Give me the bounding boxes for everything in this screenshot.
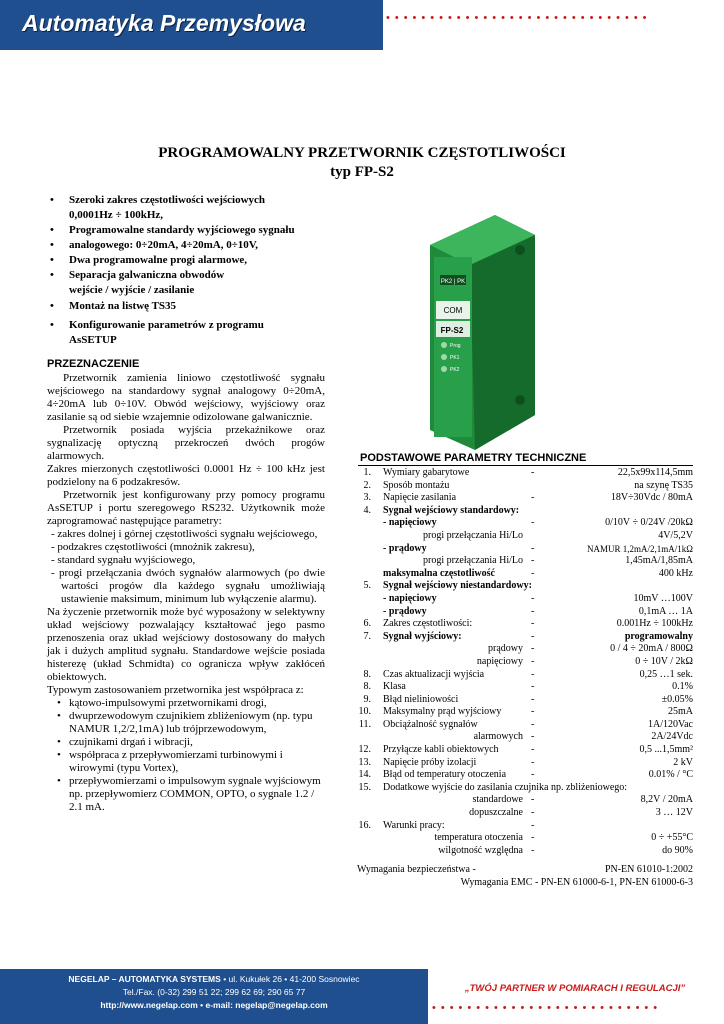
device-illustration [400,205,540,455]
spec-separator: - [531,807,535,819]
spec-separator: - [531,706,535,718]
spec-value: 0 ÷ 10V / 2kΩ [635,655,693,667]
spec-row [357,669,693,682]
spec-label: Błąd od temperatury otoczenia [383,769,507,781]
spec-separator: - [531,605,535,617]
spec-label: Dodatkowe wyjście do zasilania czujnika np. zbliżeniowego: [383,781,628,793]
spec-value: 22,5x99x114,5mm [617,467,693,478]
spec-label: alarmowych [473,731,523,743]
spec-number: 5. [363,580,371,592]
spec-row [357,694,693,707]
product-title: PROGRAMOWALNY PRZETWORNIK CZĘSTOTLIWOŚCI [158,145,566,161]
spec-row [357,706,693,719]
spec-label: - napięciowy [383,517,437,529]
spec-value: na szynę TS35 [634,479,693,491]
specs-table [357,467,693,857]
spec-value: 18V÷30Vdc / 80mA [610,492,693,504]
spec-separator: - [531,718,535,730]
list-item: • dwuprzewodowym czujnikiem zbliżeniowym (np. typu NAMUR 1,2/2,1mA) lub trójprzewodowym, [47,710,325,736]
spec-label: Czas aktualizacji wyjścia [383,668,485,680]
spec-label: Sygnał wyjściowy: [383,630,462,642]
spec-label: temperatura otoczenia [434,832,523,844]
spec-row [357,480,693,493]
device-led-label: PK2 [450,367,460,373]
spec-separator: - [531,467,535,478]
spec-separator: - [531,567,535,579]
spec-number: 2. [363,479,371,491]
spec-number: 14. [358,769,371,781]
device-led-label: PK1 [450,355,460,361]
spec-value: 4V/5,2V [658,529,693,541]
spec-separator: - [531,819,535,831]
spec-row [357,580,693,593]
spec-row [357,731,693,744]
footer-slogan: „TWÓJ PARTNER W POMIARACH I REGULACJI” [464,983,686,994]
spec-row [357,643,693,656]
spec-row [357,618,693,631]
spec-number: 8. [363,668,371,680]
spec-separator: - [531,744,535,756]
footer-web[interactable]: http://www.negelap.com • e-mail: negelap@negelap.com [100,1000,328,1010]
spec-label: Obciążalność sygnałów [383,718,478,730]
spec-value: do 90% [662,844,693,856]
spec-number: 15. [358,781,371,793]
footer-banner [0,969,428,1024]
spec-row [357,782,693,795]
spec-value: 0 / 4 ÷ 20mA / 800Ω [610,643,693,655]
header-dots: •••••••••••••••••••••••••••••• [386,12,652,24]
spec-row [357,757,693,770]
feature-item: • Montaż na listwę TS35 [50,299,350,314]
feature-item: • Dwa programowalne progi alarmowe, [50,253,350,268]
product-subtitle: typ FP-S2 [330,164,394,180]
paragraph: Zakres mierzonych częstotliwości 0.0001 Hz ÷ 100 kHz jest podzielony na 6 podzakresów. [47,463,325,488]
spec-number: 10. [358,706,371,718]
spec-row [357,606,693,619]
footer-dots: •••••••••••••••••••••••••• [432,1002,663,1014]
list-item: - progi przełączania dwóch sygnałów alarmowych (po dwie wartości progów dla każdego sygnału umożliwiają ustawienie maksimum, minimum lub wyłączenie alarmu). [51,567,325,605]
spec-label: maksymalna częstotliwość [383,567,495,579]
purpose-heading: PRZEZNACZENIE [47,358,140,370]
spec-row [357,467,693,480]
spec-value: 0.01% / °C [648,769,693,781]
feature-item: • Konfigurowanie parametrów z programu AsSETUP [50,318,350,348]
spec-number: 12. [358,744,371,756]
spec-number: 4. [363,504,371,516]
feature-item: • Separacja galwaniczna obwodów wejście / wyjście / zasilanie [50,268,350,298]
spec-label: Zakres częstotliwości: [383,618,473,630]
spec-separator: - [531,832,535,844]
spec-value: 400 kHz [658,567,693,579]
spec-value: 2 kV [673,756,693,768]
spec-value: 0,1mA … 1A [638,605,693,617]
spec-row [357,656,693,669]
spec-number: 7. [363,630,371,642]
spec-label: - prądowy [383,542,427,554]
spec-value: 0/10V ÷ 0/24V /20kΩ [605,517,693,529]
spec-separator: - [531,555,535,567]
feature-item: • Programowalne standardy wyjściowego sygnału [50,223,350,238]
spec-value: 1A/120Vac [648,718,693,730]
spec-value: 0.001Hz ÷ 100kHz [616,618,693,630]
spec-label: progi przełączania Hi/Lo [423,529,523,541]
spec-label: progi przełączania Hi/Lo [423,555,523,567]
spec-value: 0 ÷ +55°C [651,832,693,844]
spec-value: programowalny [624,630,693,642]
feature-list [50,193,350,348]
list-item: - zakres dolnej i górnej częstotliwości sygnału wejściowego, [51,528,318,540]
spec-separator: - [531,655,535,667]
spec-row [357,845,693,858]
spec-value: 2A/24Vdc [651,731,693,743]
spec-number: 6. [363,618,371,630]
spec-value: 1,45mA/1,85mA [625,555,693,567]
spec-value: 0,25 …1 sek. [639,668,693,680]
spec-label: Błąd nieliniowości [383,693,459,705]
footer-phone: Tel./Fax. (0-32) 299 51 22; 299 62 69; 290 65 77 [122,987,306,997]
spec-row [357,530,693,543]
spec-separator: - [531,731,535,743]
footer-address: • ul. Kukułek 26 • 41-200 Sosnowiec [223,974,360,984]
spec-label: Napięcie zasilania [383,492,457,504]
spec-label: Sygnał wejściowy niestandardowy: [383,580,532,592]
spec-number: 3. [363,492,371,504]
spec-row [357,794,693,807]
spec-value: NAMUR 1,2mA/2,1mA/1kΩ [587,543,693,554]
device-com-label: COM [443,306,463,315]
spec-separator: - [531,668,535,680]
list-item: - podzakres częstotliwości (mnożnik zakresu), [51,541,255,553]
spec-separator: - [531,517,535,529]
paragraph: Typowym zastosowaniem przetwornika jest współpraca z: [47,684,304,696]
device-model-label: FP-S2 [440,326,464,335]
list-item: - standard sygnału wyjściowego, [51,554,196,566]
spec-row [357,820,693,833]
paragraph: Przetwornik jest konfigurowany przy pomocy programu AsSETUP i portu szeregowego RS232. Użytkownik może zaprogramować następujące parametry: [47,489,325,527]
paragraph: Na życzenie przetwornik może być wyposażony w selektywny układ wejściowy pozwalający kształtować jego pasmo przenoszenia oraz układ wejściowy dostosowany do małych jak i dużych amplitud sygnału. Standardowe wejście posiada histerezę (układ Schmidta) co ogranicza wpływ zakłóceń obiektowych. [47,606,325,683]
paragraph: Przetwornik zamienia liniowo częstotliwość sygnału wejściowego na standardowy sygnał analogowy 0÷20mA, 4÷20mA lub 0÷10V. Obwód wejściowy, wyjściowy oraz zasilanie są od siebie wzajemnie odizolowane galwanicznie. [47,372,325,423]
spec-separator: - [531,630,535,642]
list-item: • czujnikami drgań i wibracji, [47,736,325,749]
footer-company: NEGELAP – AUTOMATYKA SYSTEMS [68,974,221,984]
spec-number: 9. [363,693,371,705]
spec-label: Sposób montażu [383,479,450,491]
spec-label: wilgotność względna [438,844,523,856]
spec-separator: - [531,618,535,630]
spec-row [357,744,693,757]
spec-value: 0,5 ...1,5mm² [639,744,693,756]
spec-number: 16. [358,819,371,831]
spec-label: Przyłącze kabli obiektowych [383,744,499,756]
spec-separator: - [531,794,535,806]
spec-label: Sygnał wejściowy standardowy: [383,504,520,516]
spec-label: Napięcie próby izolacji [383,756,477,768]
spec-row [357,719,693,732]
feature-item: • analogowego: 0÷20mA, 4÷20mA, 0÷10V, [50,238,350,253]
spec-label: Maksymalny prąd wyjściowy [383,706,502,718]
spec-number: 13. [358,756,371,768]
specs-rule [358,465,693,466]
spec-row [357,681,693,694]
spec-value: 3 … 12V [655,807,693,819]
spec-value: 0.1% [672,681,693,693]
spec-separator: - [531,693,535,705]
spec-label: dopuszczalne [469,807,523,819]
spec-row [357,505,693,518]
header-banner [0,0,383,50]
spec-value: 8,2V / 20mA [640,794,693,806]
spec-row [357,555,693,568]
emc-row: Wymagania EMC - PN-EN 61000-6-1, PN-EN 61000-6-3 [460,877,693,888]
spec-label: Klasa [383,681,406,693]
header-title: Automatyka Przemysłowa [22,10,306,36]
spec-row [357,593,693,606]
footer-line-1 [0,973,428,986]
spec-label: - prądowy [383,605,427,617]
device-led-label: Prog [450,343,461,349]
spec-value: 10mV …100V [633,592,693,604]
list-item: • kątowo-impulsowymi przetwornikami drogi, [47,697,325,710]
spec-row [357,492,693,505]
spec-row [357,517,693,530]
spec-label: Warunki pracy: [383,819,445,831]
spec-label: standardowe [472,794,523,806]
device-terminals-label: PK2 | PK [440,279,466,285]
spec-label: napięciowy [476,655,523,667]
spec-separator: - [531,681,535,693]
spec-separator: - [531,756,535,768]
spec-number: 1. [363,467,371,478]
spec-number: 11. [358,718,371,730]
spec-separator: - [531,492,535,504]
list-item: • przepływomierzami o impulsowym sygnale wyjściowym np. przepływomierz COMMON, OPTO, o sygnale 1.2 / 2.1 mA. [47,775,325,814]
spec-separator: - [531,769,535,781]
spec-label: - napięciowy [383,592,437,604]
spec-row [357,832,693,845]
spec-separator: - [531,542,535,554]
purpose-text [47,372,325,814]
list-item: • współpraca z przepływomierzami turbinowymi i wirowymi (typu Vortex), [47,749,325,775]
spec-separator: - [531,844,535,856]
spec-number: 8. [363,681,371,693]
safety-row [357,864,693,877]
spec-separator: - [531,643,535,655]
spec-separator: - [531,592,535,604]
spec-row [357,543,693,556]
spec-value: 25mA [668,706,693,718]
spec-row [357,631,693,644]
spec-label: Wymiary gabarytowe [383,467,470,478]
paragraph: Przetwornik posiada wyjścia przekaźnikowe oraz sygnalizację optyczną przekroczeń dwóch progów alarmowych. [47,424,325,462]
safety-label: Wymagania bezpieczeństwa - [357,864,476,875]
specs-heading: PODSTAWOWE PARAMETRY TECHNICZNE [360,452,587,464]
spec-row [357,769,693,782]
spec-value: ±0.05% [661,693,693,705]
spec-row [357,807,693,820]
safety-value: PN-EN 61010-1:2002 [604,864,693,875]
feature-item: • Szeroki zakres częstotliwości wejściowych 0,0001Hz ÷ 100kHz, [50,193,350,223]
spec-row [357,568,693,581]
spec-label: prądowy [488,643,523,655]
